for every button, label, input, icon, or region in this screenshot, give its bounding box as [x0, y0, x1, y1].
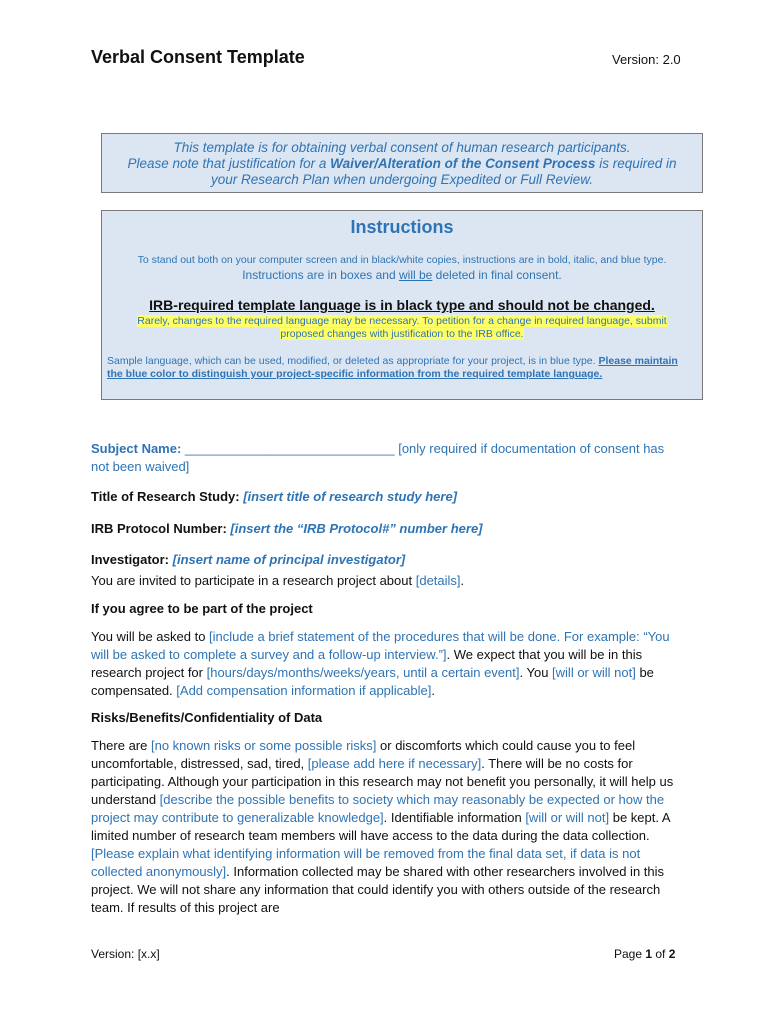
- placeholder-text: [details]: [415, 573, 461, 588]
- text: be kept. A limited number of research team members will have access to the data during the data collection.: [91, 810, 670, 843]
- irb-protocol-label: IRB Protocol Number:: [91, 521, 231, 536]
- sample-text: Sample language, which can be used, modified, or deleted as appropriate for your project, is in blue type.: [107, 355, 599, 367]
- instructions-underlined: will be: [398, 268, 433, 282]
- placeholder-text: [will or will not]: [525, 810, 610, 825]
- note-line-1: This template is for obtaining verbal consent of human research participants.: [173, 140, 631, 155]
- irb-protocol-number: [91, 520, 681, 538]
- placeholder-text: [please add here if necessary]: [307, 756, 482, 771]
- invitation-sentence: [91, 572, 681, 590]
- instructions-line-2: [106, 268, 698, 282]
- text: . We expect that you will be in this research project for: [91, 647, 643, 680]
- highlight-line-2: proposed changes with justification to the IRB office.: [280, 328, 524, 340]
- text: You will be asked to: [91, 629, 210, 644]
- text: You are invited to participate in a research project about: [91, 573, 416, 588]
- note-text: Please note that justification for a: [127, 156, 331, 171]
- note-line-3: your Research Plan when undergoing Expedited or Full Review.: [211, 172, 593, 187]
- note-text: is required in: [595, 156, 677, 171]
- footer-version: Version: [x.x]: [91, 947, 160, 961]
- instructions-text: deleted in final consent.: [432, 268, 562, 282]
- text: or discomforts which could cause you to feel uncomfortable, distressed, sad, tired,: [91, 738, 636, 771]
- investigator-value: [insert name of principal investigator]: [172, 552, 406, 567]
- sample-emphasis: Please maintain the blue color to distinguish your project-specific information from the required template language.: [107, 355, 678, 380]
- investigator: [91, 551, 681, 569]
- text: . You: [519, 665, 553, 680]
- document-title: Verbal Consent Template: [91, 47, 305, 67]
- text: .: [460, 573, 465, 588]
- page-label: Page: [614, 947, 646, 961]
- subject-name-label: Subject Name:: [91, 441, 182, 456]
- subject-name-blank: _____________________________: [181, 441, 399, 456]
- instructions-text: Instructions are in boxes and: [242, 268, 399, 282]
- text: There are: [91, 738, 151, 753]
- page-total: 2: [668, 947, 676, 961]
- text: . Information collected may be shared with other researchers involved in this project. We will not share any information that could identify you with others outside of the research team. If results of this project are: [91, 864, 665, 915]
- section-heading-risks: Risks/Benefits/Confidentiality of Data: [91, 710, 323, 725]
- text: . Identifiable information: [383, 810, 526, 825]
- text: .: [431, 683, 435, 698]
- page-current: 1: [645, 947, 653, 961]
- placeholder-text: [hours/days/months/weeks/years, until a certain event]: [206, 665, 520, 680]
- title-of-study-label: Title of Research Study:: [91, 489, 244, 504]
- section-heading-participation: If you agree to be part of the project: [91, 601, 313, 616]
- irb-highlight-note: [108, 315, 696, 341]
- text: be compensated.: [91, 665, 654, 698]
- text: . There will be no costs for participating. Although your participation in this research may not benefit you personally, it will help us understand: [91, 756, 674, 807]
- waiver-link-text: Waiver/Alteration of the Consent Process: [330, 156, 596, 171]
- risks-paragraph: [91, 737, 681, 917]
- title-of-study-value: [insert title of research study here]: [243, 489, 458, 504]
- participation-paragraph: [91, 628, 681, 700]
- placeholder-text: [include a brief statement of the procedures that will be done. For example: “You will be asked to complete a survey and a follow-up interview.”]: [91, 629, 670, 662]
- placeholder-text: [will or will not]: [552, 665, 636, 680]
- irb-required-heading: IRB-required template language is in black type and should not be changed.: [149, 297, 655, 313]
- irb-protocol-value: [insert the “IRB Protocol#” number here]: [230, 521, 483, 536]
- placeholder-text: [Please explain what identifying information will be removed from the final data set, if data is not collected anonymously]: [91, 846, 641, 879]
- document-version: Version: 2.0: [612, 52, 681, 67]
- placeholder-text: [no known risks or some possible risks]: [150, 738, 377, 753]
- highlight-line-1: Rarely, changes to the required language may be necessary. To petition for a change in required language, submit: [137, 315, 667, 327]
- note-line-2: [102, 156, 702, 172]
- instructions-line-1: To stand out both on your computer screen and in black/white copies, instructions are in bold, italic, and blue type.: [137, 254, 667, 266]
- page-of: of: [652, 947, 669, 961]
- placeholder-text: [Add compensation information if applicable]: [176, 683, 432, 698]
- title-of-study: [91, 488, 681, 506]
- sample-language-note: [107, 355, 694, 381]
- note-box: [101, 133, 703, 193]
- subject-name-note: [only required if documentation of consent has not been waived]: [91, 441, 665, 474]
- instructions-box: [101, 210, 703, 400]
- instructions-title: Instructions: [350, 217, 454, 237]
- subject-name-field: [91, 440, 681, 476]
- investigator-label: Investigator:: [91, 552, 173, 567]
- placeholder-text: [describe the possible benefits to society which may reasonably be expected or how the project may contribute to generalizable knowledge]: [91, 792, 665, 825]
- footer-page-number: [614, 947, 675, 961]
